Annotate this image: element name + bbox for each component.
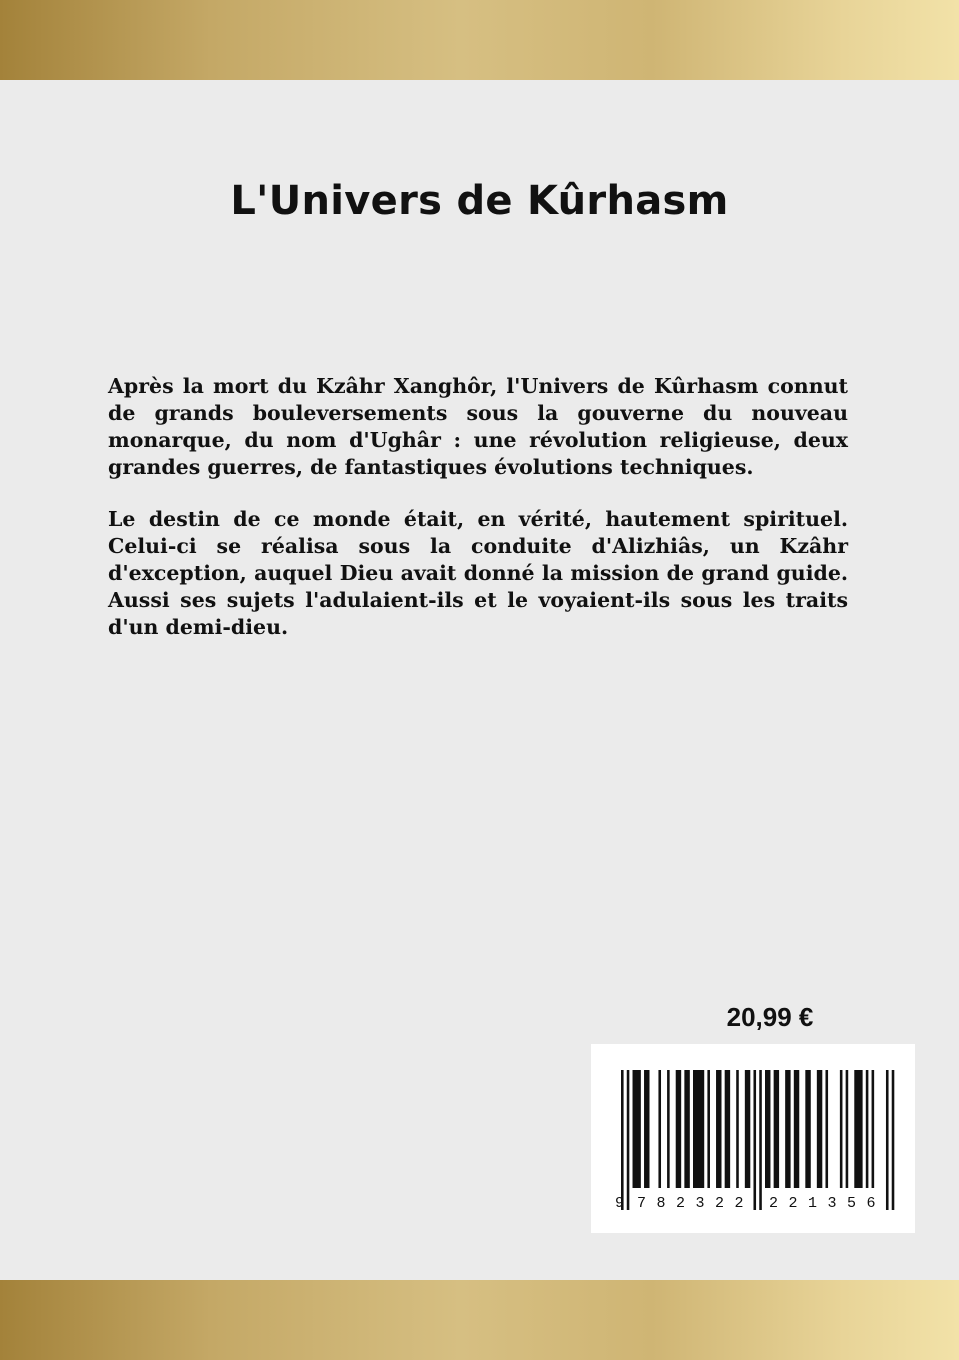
barcode-bar — [667, 1070, 670, 1188]
barcode-bar — [794, 1070, 799, 1188]
barcode-bar — [805, 1070, 810, 1188]
barcode-bar — [693, 1070, 704, 1188]
barcode-bar — [707, 1070, 710, 1188]
barcode-bar — [736, 1070, 739, 1188]
barcode-bar — [785, 1070, 790, 1188]
top-gold-band — [0, 0, 959, 80]
barcode-bar — [840, 1070, 843, 1188]
barcode-bar — [633, 1070, 641, 1188]
barcode-bar — [621, 1070, 624, 1210]
barcode-bar — [684, 1070, 689, 1188]
barcode-bar — [774, 1070, 779, 1188]
blurb-paragraph-1: Après la mort du Kzâhr Xanghôr, l'Univers de Kûrhasm connut de grands bouleversements sous la gouverne du nouveau monarque, du nom d'Ughâr : une révolution religieuse, deux grandes guerres, de fantastiques évolutions techniques. — [108, 374, 848, 479]
barcode-bar — [753, 1070, 756, 1210]
barcode-bar — [765, 1070, 770, 1188]
barcode-bar — [872, 1070, 875, 1188]
barcode-first-digit: 9 — [615, 1195, 625, 1212]
isbn-barcode — [591, 1044, 915, 1233]
barcode-bar — [716, 1070, 721, 1188]
barcode-bar — [745, 1070, 750, 1188]
barcode-bar — [817, 1070, 822, 1188]
barcode-bar — [892, 1070, 895, 1210]
barcode-right-group: 221356 — [769, 1195, 887, 1212]
barcode-bar — [759, 1070, 762, 1210]
bottom-gold-band — [0, 1280, 959, 1360]
barcode-bar — [886, 1070, 889, 1210]
barcode-bar — [627, 1070, 630, 1210]
barcode-bar — [854, 1070, 862, 1188]
barcode-bar — [846, 1070, 849, 1188]
barcode-bar — [644, 1070, 649, 1188]
price-label: 20,99 € — [726, 1002, 814, 1032]
blurb-paragraph-2: Le destin de ce monde était, en vérité, hautement spirituel. Celui-ci se réalisa sous la conduite d'Alizhiâs, un Kzâhr d'exception, auquel Dieu avait donné la mission de grand guide. Aussi ses sujets l'adulaient-ils et le voyaient-ils sous les traits d'un demi-dieu. — [108, 507, 848, 639]
book-title: L'Univers de Kûrhasm — [230, 178, 729, 224]
barcode-left-group: 782322 — [637, 1195, 755, 1212]
barcode-digits — [591, 1195, 915, 1215]
barcode-bar — [866, 1070, 869, 1188]
barcode-bars — [603, 1070, 903, 1210]
barcode-bar — [658, 1070, 661, 1188]
barcode-bar — [676, 1070, 681, 1188]
barcode-bar — [825, 1070, 828, 1188]
barcode-bar — [725, 1070, 730, 1188]
